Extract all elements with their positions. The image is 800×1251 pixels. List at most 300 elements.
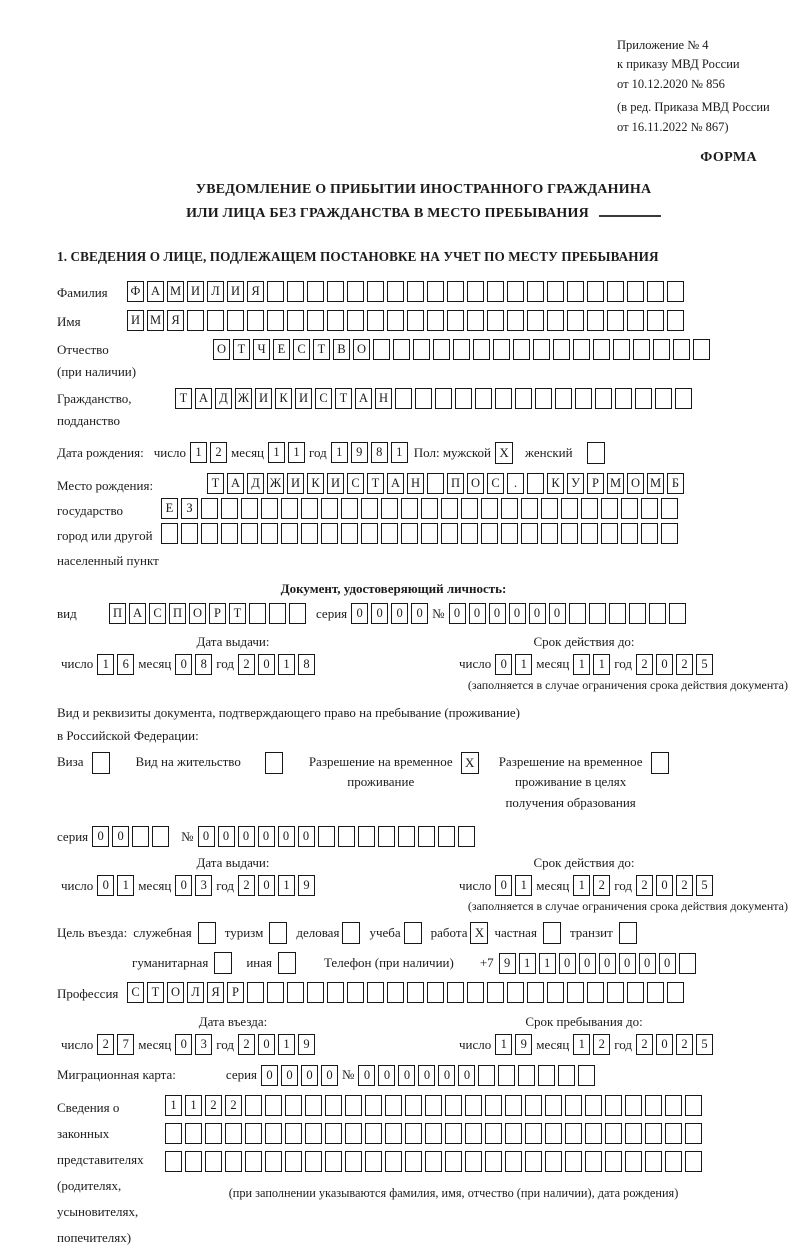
temp-residence-checkbox[interactable]: X bbox=[461, 752, 479, 774]
form-cell[interactable] bbox=[345, 1095, 362, 1116]
form-cell[interactable]: П bbox=[447, 473, 464, 494]
purpose-private-checkbox[interactable] bbox=[543, 922, 561, 944]
form-cell[interactable]: Т bbox=[233, 339, 250, 360]
form-cell[interactable] bbox=[427, 310, 444, 331]
form-cell[interactable] bbox=[667, 281, 684, 302]
form-cell[interactable] bbox=[647, 281, 664, 302]
form-cell[interactable] bbox=[433, 339, 450, 360]
gender-female-checkbox[interactable] bbox=[587, 442, 605, 464]
form-cell[interactable]: 0 bbox=[258, 654, 275, 675]
form-cell[interactable]: Е bbox=[273, 339, 290, 360]
form-cell[interactable]: Т bbox=[147, 982, 164, 1003]
form-cell[interactable]: 0 bbox=[619, 953, 636, 974]
form-cell[interactable] bbox=[627, 310, 644, 331]
form-cell[interactable] bbox=[461, 498, 478, 519]
form-cell[interactable] bbox=[325, 1095, 342, 1116]
form-cell[interactable] bbox=[373, 339, 390, 360]
form-cell[interactable] bbox=[485, 1095, 502, 1116]
form-cell[interactable] bbox=[438, 826, 455, 847]
form-cell[interactable]: Т bbox=[335, 388, 352, 409]
form-cell[interactable] bbox=[341, 498, 358, 519]
form-cell[interactable]: Т bbox=[313, 339, 330, 360]
stay-until-month-cells[interactable] bbox=[573, 1034, 610, 1055]
form-cell[interactable] bbox=[261, 523, 278, 544]
form-cell[interactable] bbox=[685, 1095, 702, 1116]
form-cell[interactable]: 1 bbox=[185, 1095, 202, 1116]
form-cell[interactable]: М bbox=[607, 473, 624, 494]
form-cell[interactable]: О bbox=[189, 603, 206, 624]
form-cell[interactable]: А bbox=[147, 281, 164, 302]
form-cell[interactable] bbox=[221, 498, 238, 519]
stay-issue-day-cells[interactable] bbox=[97, 875, 134, 896]
form-cell[interactable]: С bbox=[487, 473, 504, 494]
form-cell[interactable]: 0 bbox=[261, 1065, 278, 1086]
form-cell[interactable]: 0 bbox=[449, 603, 466, 624]
form-cell[interactable] bbox=[407, 982, 424, 1003]
form-cell[interactable] bbox=[247, 982, 264, 1003]
form-cell[interactable] bbox=[685, 1123, 702, 1144]
form-cell[interactable]: 0 bbox=[579, 953, 596, 974]
form-cell[interactable] bbox=[401, 498, 418, 519]
form-cell[interactable] bbox=[521, 498, 538, 519]
form-cell[interactable] bbox=[207, 310, 224, 331]
form-cell[interactable] bbox=[247, 310, 264, 331]
form-cell[interactable]: 1 bbox=[278, 1034, 295, 1055]
form-cell[interactable]: 1 bbox=[278, 875, 295, 896]
form-cell[interactable]: Т bbox=[229, 603, 246, 624]
form-cell[interactable] bbox=[185, 1123, 202, 1144]
form-cell[interactable] bbox=[241, 498, 258, 519]
birth-place-row-2[interactable] bbox=[161, 498, 684, 519]
form-cell[interactable] bbox=[667, 982, 684, 1003]
profession-cells[interactable] bbox=[127, 982, 684, 1003]
birth-place-row-3[interactable] bbox=[161, 523, 684, 544]
form-cell[interactable]: 0 bbox=[278, 826, 295, 847]
form-cell[interactable] bbox=[498, 1065, 515, 1086]
form-cell[interactable] bbox=[505, 1123, 522, 1144]
form-cell[interactable] bbox=[398, 826, 415, 847]
residence-permit-checkbox[interactable] bbox=[265, 752, 283, 774]
form-cell[interactable]: Р bbox=[587, 473, 604, 494]
form-cell[interactable]: Ф bbox=[127, 281, 144, 302]
form-cell[interactable] bbox=[693, 339, 710, 360]
form-cell[interactable] bbox=[587, 310, 604, 331]
form-cell[interactable]: 8 bbox=[371, 442, 388, 463]
form-cell[interactable] bbox=[421, 498, 438, 519]
form-cell[interactable] bbox=[447, 310, 464, 331]
form-cell[interactable]: 1 bbox=[117, 875, 134, 896]
entry-year-cells[interactable] bbox=[238, 1034, 315, 1055]
migration-number-cells[interactable] bbox=[358, 1065, 595, 1086]
form-cell[interactable] bbox=[527, 281, 544, 302]
form-cell[interactable]: У bbox=[567, 473, 584, 494]
form-cell[interactable]: 0 bbox=[258, 1034, 275, 1055]
form-cell[interactable] bbox=[667, 310, 684, 331]
form-cell[interactable]: 0 bbox=[238, 826, 255, 847]
form-cell[interactable] bbox=[585, 1123, 602, 1144]
purpose-work-checkbox[interactable]: X bbox=[470, 922, 488, 944]
form-cell[interactable] bbox=[427, 281, 444, 302]
form-cell[interactable] bbox=[645, 1123, 662, 1144]
form-cell[interactable] bbox=[385, 1151, 402, 1172]
form-cell[interactable] bbox=[525, 1123, 542, 1144]
form-cell[interactable]: 0 bbox=[175, 1034, 192, 1055]
form-cell[interactable]: 0 bbox=[656, 654, 673, 675]
given-name-cells[interactable] bbox=[127, 310, 684, 331]
form-cell[interactable]: А bbox=[227, 473, 244, 494]
form-cell[interactable] bbox=[665, 1151, 682, 1172]
form-cell[interactable] bbox=[205, 1151, 222, 1172]
form-cell[interactable] bbox=[345, 1151, 362, 1172]
form-cell[interactable]: 1 bbox=[539, 953, 556, 974]
form-cell[interactable] bbox=[387, 281, 404, 302]
form-cell[interactable] bbox=[301, 498, 318, 519]
form-cell[interactable]: 2 bbox=[593, 875, 610, 896]
form-cell[interactable] bbox=[345, 1123, 362, 1144]
form-cell[interactable]: 1 bbox=[165, 1095, 182, 1116]
form-cell[interactable] bbox=[327, 310, 344, 331]
form-cell[interactable]: 2 bbox=[676, 875, 693, 896]
form-cell[interactable] bbox=[407, 310, 424, 331]
form-cell[interactable] bbox=[635, 388, 652, 409]
representatives-row-2[interactable] bbox=[165, 1123, 702, 1144]
doc-kind-cells[interactable] bbox=[109, 603, 306, 624]
form-cell[interactable] bbox=[305, 1123, 322, 1144]
form-cell[interactable] bbox=[289, 603, 306, 624]
form-cell[interactable]: Ж bbox=[235, 388, 252, 409]
form-cell[interactable]: М bbox=[147, 310, 164, 331]
form-cell[interactable] bbox=[361, 498, 378, 519]
form-cell[interactable] bbox=[385, 1123, 402, 1144]
form-cell[interactable]: 1 bbox=[190, 442, 207, 463]
form-cell[interactable]: 5 bbox=[696, 875, 713, 896]
form-cell[interactable] bbox=[478, 1065, 495, 1086]
form-cell[interactable] bbox=[381, 523, 398, 544]
form-cell[interactable]: 0 bbox=[438, 1065, 455, 1086]
visa-checkbox[interactable] bbox=[92, 752, 110, 774]
form-cell[interactable] bbox=[413, 339, 430, 360]
form-cell[interactable] bbox=[458, 826, 475, 847]
form-cell[interactable] bbox=[305, 1151, 322, 1172]
form-cell[interactable] bbox=[201, 498, 218, 519]
form-cell[interactable] bbox=[641, 523, 658, 544]
form-cell[interactable]: Я bbox=[167, 310, 184, 331]
form-cell[interactable]: 2 bbox=[593, 1034, 610, 1055]
form-cell[interactable] bbox=[601, 523, 618, 544]
doc-series-cells[interactable] bbox=[351, 603, 428, 624]
form-cell[interactable] bbox=[505, 1151, 522, 1172]
patronymic-cells[interactable] bbox=[213, 339, 710, 360]
form-cell[interactable]: 2 bbox=[238, 1034, 255, 1055]
form-cell[interactable]: 2 bbox=[225, 1095, 242, 1116]
form-cell[interactable]: К bbox=[275, 388, 292, 409]
form-cell[interactable]: 9 bbox=[515, 1034, 532, 1055]
stay-until-day-cells[interactable] bbox=[495, 1034, 532, 1055]
form-cell[interactable] bbox=[473, 339, 490, 360]
form-cell[interactable] bbox=[647, 310, 664, 331]
form-cell[interactable] bbox=[513, 339, 530, 360]
form-cell[interactable]: 1 bbox=[519, 953, 536, 974]
form-cell[interactable] bbox=[307, 982, 324, 1003]
form-cell[interactable] bbox=[581, 498, 598, 519]
form-cell[interactable]: П bbox=[109, 603, 126, 624]
form-cell[interactable] bbox=[152, 826, 169, 847]
form-cell[interactable] bbox=[447, 982, 464, 1003]
form-cell[interactable] bbox=[453, 339, 470, 360]
form-cell[interactable] bbox=[541, 498, 558, 519]
form-cell[interactable] bbox=[567, 281, 584, 302]
form-cell[interactable] bbox=[515, 388, 532, 409]
form-cell[interactable]: Т bbox=[367, 473, 384, 494]
form-cell[interactable] bbox=[527, 982, 544, 1003]
entry-day-cells[interactable] bbox=[97, 1034, 134, 1055]
form-cell[interactable] bbox=[501, 498, 518, 519]
stay-valid-day-cells[interactable] bbox=[495, 875, 532, 896]
form-cell[interactable]: 9 bbox=[351, 442, 368, 463]
form-cell[interactable]: И bbox=[295, 388, 312, 409]
form-cell[interactable] bbox=[245, 1151, 262, 1172]
form-cell[interactable] bbox=[467, 982, 484, 1003]
form-cell[interactable] bbox=[365, 1123, 382, 1144]
form-cell[interactable] bbox=[287, 310, 304, 331]
form-cell[interactable] bbox=[387, 310, 404, 331]
form-cell[interactable]: 0 bbox=[549, 603, 566, 624]
form-cell[interactable]: 0 bbox=[418, 1065, 435, 1086]
form-cell[interactable]: 0 bbox=[371, 603, 388, 624]
representatives-row-1[interactable] bbox=[165, 1095, 702, 1116]
form-cell[interactable] bbox=[487, 281, 504, 302]
form-cell[interactable] bbox=[249, 603, 266, 624]
form-cell[interactable] bbox=[533, 339, 550, 360]
form-cell[interactable]: Р bbox=[227, 982, 244, 1003]
form-cell[interactable]: 0 bbox=[175, 654, 192, 675]
form-cell[interactable] bbox=[587, 982, 604, 1003]
form-cell[interactable] bbox=[365, 1151, 382, 1172]
form-cell[interactable] bbox=[427, 982, 444, 1003]
form-cell[interactable] bbox=[441, 523, 458, 544]
form-cell[interactable]: 3 bbox=[195, 875, 212, 896]
form-cell[interactable]: 0 bbox=[509, 603, 526, 624]
form-cell[interactable]: 1 bbox=[97, 654, 114, 675]
form-cell[interactable] bbox=[655, 388, 672, 409]
form-cell[interactable] bbox=[338, 826, 355, 847]
form-cell[interactable]: 0 bbox=[97, 875, 114, 896]
form-cell[interactable]: 0 bbox=[92, 826, 109, 847]
form-cell[interactable] bbox=[245, 1095, 262, 1116]
form-cell[interactable] bbox=[301, 523, 318, 544]
form-cell[interactable] bbox=[665, 1095, 682, 1116]
issue-month-cells[interactable] bbox=[175, 654, 212, 675]
form-cell[interactable]: И bbox=[227, 281, 244, 302]
form-cell[interactable]: 0 bbox=[218, 826, 235, 847]
form-cell[interactable] bbox=[447, 281, 464, 302]
birth-place-row-1[interactable] bbox=[207, 473, 684, 494]
form-cell[interactable]: 1 bbox=[268, 442, 285, 463]
form-cell[interactable]: 5 bbox=[696, 654, 713, 675]
form-cell[interactable]: 5 bbox=[696, 1034, 713, 1055]
form-cell[interactable] bbox=[567, 982, 584, 1003]
form-cell[interactable]: Н bbox=[407, 473, 424, 494]
form-cell[interactable] bbox=[327, 281, 344, 302]
form-cell[interactable] bbox=[527, 310, 544, 331]
form-cell[interactable] bbox=[567, 310, 584, 331]
form-cell[interactable]: 0 bbox=[281, 1065, 298, 1086]
form-cell[interactable]: М bbox=[167, 281, 184, 302]
stay-valid-year-cells[interactable] bbox=[636, 875, 713, 896]
form-cell[interactable]: 0 bbox=[495, 875, 512, 896]
form-cell[interactable]: 9 bbox=[298, 875, 315, 896]
form-cell[interactable]: И bbox=[287, 473, 304, 494]
form-cell[interactable] bbox=[361, 523, 378, 544]
form-cell[interactable] bbox=[685, 1151, 702, 1172]
form-cell[interactable] bbox=[553, 339, 570, 360]
form-cell[interactable]: 2 bbox=[636, 1034, 653, 1055]
form-cell[interactable]: 0 bbox=[656, 1034, 673, 1055]
form-cell[interactable]: 0 bbox=[198, 826, 215, 847]
form-cell[interactable] bbox=[493, 339, 510, 360]
form-cell[interactable] bbox=[347, 281, 364, 302]
form-cell[interactable]: К bbox=[307, 473, 324, 494]
purpose-transit-checkbox[interactable] bbox=[619, 922, 637, 944]
form-cell[interactable] bbox=[621, 498, 638, 519]
form-cell[interactable]: И bbox=[187, 281, 204, 302]
form-cell[interactable]: А bbox=[129, 603, 146, 624]
form-cell[interactable]: З bbox=[181, 498, 198, 519]
form-cell[interactable] bbox=[573, 339, 590, 360]
form-cell[interactable] bbox=[521, 523, 538, 544]
form-cell[interactable]: 3 bbox=[195, 1034, 212, 1055]
form-cell[interactable] bbox=[575, 388, 592, 409]
form-cell[interactable]: 0 bbox=[458, 1065, 475, 1086]
form-cell[interactable] bbox=[661, 498, 678, 519]
form-cell[interactable]: П bbox=[169, 603, 186, 624]
form-cell[interactable] bbox=[467, 281, 484, 302]
form-cell[interactable] bbox=[347, 310, 364, 331]
form-cell[interactable]: 2 bbox=[97, 1034, 114, 1055]
form-cell[interactable] bbox=[285, 1151, 302, 1172]
form-cell[interactable] bbox=[475, 388, 492, 409]
form-cell[interactable] bbox=[327, 982, 344, 1003]
form-cell[interactable]: С bbox=[127, 982, 144, 1003]
form-cell[interactable] bbox=[325, 1123, 342, 1144]
form-cell[interactable]: 2 bbox=[238, 875, 255, 896]
form-cell[interactable]: А bbox=[195, 388, 212, 409]
birth-month-cells[interactable] bbox=[268, 442, 305, 463]
form-cell[interactable]: К bbox=[547, 473, 564, 494]
form-cell[interactable] bbox=[561, 523, 578, 544]
form-cell[interactable] bbox=[607, 310, 624, 331]
stay-valid-month-cells[interactable] bbox=[573, 875, 610, 896]
form-cell[interactable] bbox=[485, 1151, 502, 1172]
form-cell[interactable] bbox=[269, 603, 286, 624]
form-cell[interactable]: 0 bbox=[599, 953, 616, 974]
gender-male-checkbox[interactable]: X bbox=[495, 442, 513, 464]
form-cell[interactable] bbox=[585, 1151, 602, 1172]
form-cell[interactable]: 2 bbox=[205, 1095, 222, 1116]
form-cell[interactable] bbox=[241, 523, 258, 544]
form-cell[interactable] bbox=[625, 1151, 642, 1172]
form-cell[interactable] bbox=[525, 1151, 542, 1172]
form-cell[interactable] bbox=[358, 826, 375, 847]
form-cell[interactable]: 0 bbox=[469, 603, 486, 624]
form-cell[interactable]: 0 bbox=[398, 1065, 415, 1086]
form-cell[interactable]: 1 bbox=[495, 1034, 512, 1055]
form-cell[interactable] bbox=[547, 982, 564, 1003]
form-cell[interactable] bbox=[609, 603, 626, 624]
form-cell[interactable]: Е bbox=[161, 498, 178, 519]
form-cell[interactable] bbox=[421, 523, 438, 544]
form-cell[interactable] bbox=[605, 1151, 622, 1172]
stay-issue-year-cells[interactable] bbox=[238, 875, 315, 896]
form-cell[interactable] bbox=[675, 388, 692, 409]
form-cell[interactable]: 1 bbox=[515, 654, 532, 675]
form-cell[interactable] bbox=[187, 310, 204, 331]
form-cell[interactable] bbox=[405, 1123, 422, 1144]
form-cell[interactable] bbox=[525, 1095, 542, 1116]
form-cell[interactable] bbox=[558, 1065, 575, 1086]
form-cell[interactable] bbox=[653, 339, 670, 360]
form-cell[interactable] bbox=[395, 388, 412, 409]
valid-day-cells[interactable] bbox=[495, 654, 532, 675]
form-cell[interactable]: 1 bbox=[593, 654, 610, 675]
form-cell[interactable] bbox=[405, 1095, 422, 1116]
form-cell[interactable]: 0 bbox=[656, 875, 673, 896]
form-cell[interactable]: 0 bbox=[358, 1065, 375, 1086]
form-cell[interactable] bbox=[647, 982, 664, 1003]
form-cell[interactable]: 1 bbox=[515, 875, 532, 896]
form-cell[interactable]: С bbox=[293, 339, 310, 360]
temp-residence-education-checkbox[interactable] bbox=[651, 752, 669, 774]
form-cell[interactable] bbox=[545, 1123, 562, 1144]
form-cell[interactable] bbox=[225, 1151, 242, 1172]
form-cell[interactable]: Т bbox=[175, 388, 192, 409]
form-cell[interactable]: И bbox=[255, 388, 272, 409]
valid-year-cells[interactable] bbox=[636, 654, 713, 675]
form-cell[interactable] bbox=[547, 310, 564, 331]
form-cell[interactable] bbox=[425, 1123, 442, 1144]
form-cell[interactable]: Р bbox=[209, 603, 226, 624]
form-cell[interactable] bbox=[455, 388, 472, 409]
form-cell[interactable] bbox=[467, 310, 484, 331]
form-cell[interactable]: 1 bbox=[573, 1034, 590, 1055]
form-cell[interactable] bbox=[265, 1151, 282, 1172]
form-cell[interactable]: 2 bbox=[676, 654, 693, 675]
form-cell[interactable]: 0 bbox=[175, 875, 192, 896]
form-cell[interactable] bbox=[587, 281, 604, 302]
form-cell[interactable] bbox=[507, 281, 524, 302]
citizenship-cells[interactable] bbox=[175, 388, 692, 409]
form-cell[interactable] bbox=[285, 1123, 302, 1144]
form-cell[interactable]: Ж bbox=[267, 473, 284, 494]
form-cell[interactable] bbox=[561, 498, 578, 519]
form-cell[interactable] bbox=[445, 1151, 462, 1172]
form-cell[interactable] bbox=[435, 388, 452, 409]
form-cell[interactable] bbox=[465, 1095, 482, 1116]
doc-number-cells[interactable] bbox=[449, 603, 686, 624]
form-cell[interactable] bbox=[427, 473, 444, 494]
issue-day-cells[interactable] bbox=[97, 654, 134, 675]
form-cell[interactable] bbox=[565, 1151, 582, 1172]
form-cell[interactable] bbox=[565, 1095, 582, 1116]
form-cell[interactable]: 0 bbox=[659, 953, 676, 974]
form-cell[interactable] bbox=[265, 1095, 282, 1116]
form-cell[interactable] bbox=[425, 1095, 442, 1116]
form-cell[interactable]: 0 bbox=[529, 603, 546, 624]
form-cell[interactable] bbox=[227, 310, 244, 331]
form-cell[interactable] bbox=[181, 523, 198, 544]
form-cell[interactable] bbox=[347, 982, 364, 1003]
form-cell[interactable] bbox=[527, 473, 544, 494]
